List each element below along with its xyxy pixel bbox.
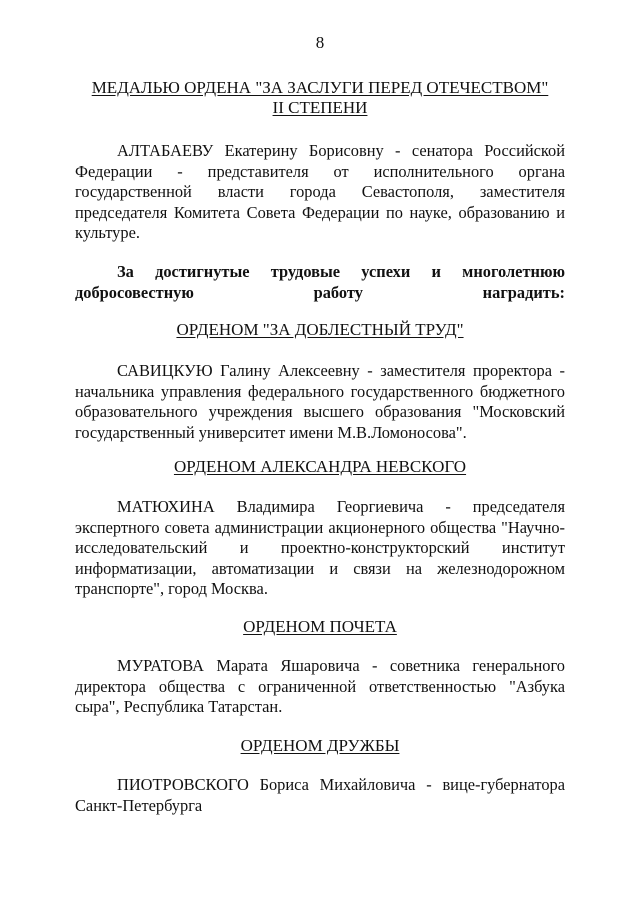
heading-line: II СТЕПЕНИ — [272, 98, 368, 117]
paragraph-text: ПИОТРОВСКОГО Бориса Михайловича - вице-губернатора Санкт-Петербурга — [75, 775, 565, 815]
award-paragraph — [75, 141, 565, 244]
heading-valiant-labor — [0, 320, 640, 340]
heading-line: ОРДЕНОМ АЛЕКСАНДРА НЕВСКОГО — [173, 457, 467, 476]
paragraph-text: САВИЦКУЮ Галину Алексеевну - заместителя проректора - начальника управления федерального государственного бюджетного образовательного учреждения высшего образования "Московский государственный университет имени М.В.Ломоносова". — [75, 361, 565, 442]
heading-nevsky — [0, 457, 640, 477]
heading-friendship — [0, 736, 640, 756]
heading-line: ОРДЕНОМ "ЗА ДОБЛЕСТНЫЙ ТРУД" — [176, 320, 464, 339]
award-paragraph — [75, 775, 565, 816]
paragraph-text: АЛТАБАЕВУ Екатерину Борисовну - сенатора Российской Федерации - представителя от исполнительного органа государственной власти города Севастополя, заместителя председателя Комитета Совета Федерации по науке, образованию и культуре. — [75, 141, 565, 242]
heading-line: МЕДАЛЬЮ ОРДЕНА "ЗА ЗАСЛУГИ ПЕРЕД ОТЕЧЕСТВОМ" — [91, 78, 549, 97]
award-paragraph — [75, 656, 565, 718]
page-number: 8 — [315, 33, 325, 52]
heading-line: ОРДЕНОМ ДРУЖБЫ — [240, 736, 400, 755]
paragraph-text: МУРАТОВА Марата Яшаровича - советника генерального директора общества с ограниченной ответственностью "Азбука сыра", Республика Татарстан. — [75, 656, 565, 716]
heading-honor — [0, 617, 640, 637]
paragraph-text: За достигнутые трудовые успехи и многолетнюю добросовестную работу наградить: — [75, 262, 565, 302]
heading-line: ОРДЕНОМ ПОЧЕТА — [243, 617, 397, 636]
paragraph-text: МАТЮХИНА Владимира Георгиевича - председателя экспертного совета администрации акционерного общества "Научно-исследовательский и проектно-конструкторский институт информатизации, автоматизации и связи на железнодорожном транспорте", город Москва. — [75, 497, 565, 598]
award-intro-paragraph — [75, 262, 565, 303]
award-paragraph — [75, 497, 565, 600]
award-paragraph — [75, 361, 565, 443]
heading-medal-merit — [0, 78, 640, 118]
